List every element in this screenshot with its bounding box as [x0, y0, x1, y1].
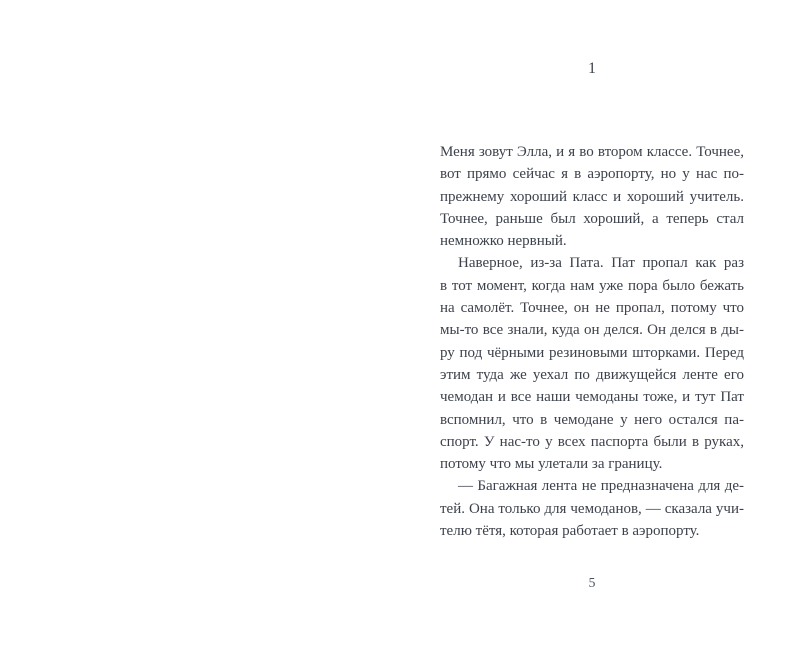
text-line: этим туда же уехал по движущейся ленте его	[440, 366, 744, 383]
text-line: немножко нервный.	[440, 233, 567, 250]
text-line: спорт. У нас-то у всех паспорта были в руках,	[440, 433, 744, 450]
paragraph	[440, 252, 744, 475]
chapter-number: 1	[588, 60, 596, 77]
text-line: ру под чёрными резиновыми шторками. Перед	[440, 344, 744, 361]
text-line: чемодан и все наши чемоданы тоже, и тут Пат	[440, 389, 744, 406]
text-line: Наверное, из-за Пата. Пат пропал как раз	[458, 255, 744, 272]
text-line: Точнее, раньше был хороший, а теперь стал	[440, 210, 744, 227]
paragraph	[440, 475, 744, 542]
text-line: телю тётя, которая работает в аэропорту.	[440, 523, 700, 540]
text-line: вот прямо сейчас я в аэропорту, но у нас по-	[440, 166, 744, 183]
text-line: в тот момент, когда нам уже пора было бежать	[440, 277, 744, 294]
text-line: Меня зовут Элла, и я во втором классе. Точнее,	[440, 144, 744, 160]
text-line: вспомнил, что в чемодане у него остался па-	[440, 411, 744, 428]
paragraph	[440, 141, 744, 252]
text-block	[440, 141, 744, 542]
page-number: 5	[588, 575, 596, 590]
text-line: на самолёт. Точнее, он не пропал, потому что	[440, 300, 744, 317]
text-line: — Багажная лента не предназначена для де-	[458, 478, 744, 495]
text-line: прежнему хороший класс и хороший учитель.	[440, 188, 744, 205]
text-line: потому что мы улетали за границу.	[440, 456, 663, 473]
text-line: тей. Она только для чемоданов, — сказала учи-	[440, 500, 744, 517]
text-line: мы-то все знали, куда он делся. Он делся в ды-	[440, 322, 744, 339]
